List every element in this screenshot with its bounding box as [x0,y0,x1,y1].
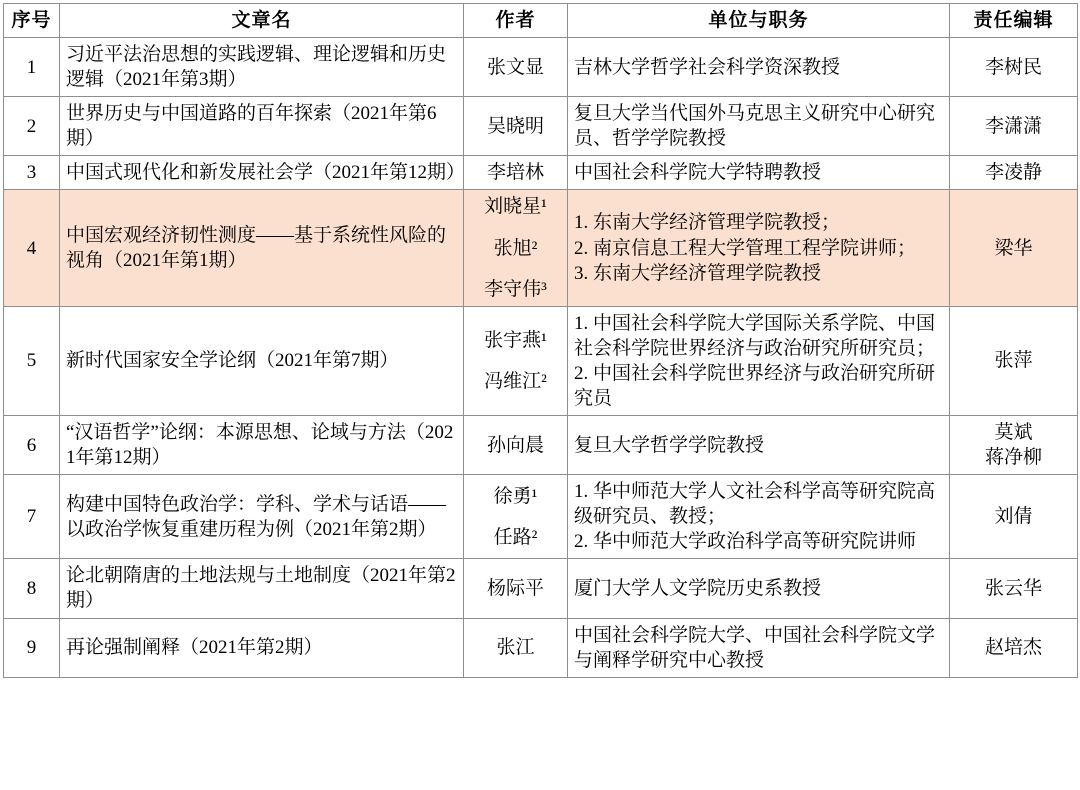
author-name: 张文显 [486,56,544,78]
author-name: 徐勇¹ [493,485,538,507]
column-header-author: 作者 [464,4,568,38]
cell-authors [464,156,568,190]
cell-authors [464,97,568,156]
column-header-unit: 单位与职务 [568,4,950,38]
cell-index: 4 [4,190,60,306]
table-row [4,559,1078,618]
unit-position-line: 2. 中国社会科学院世界经济与政治研究所研究员 [574,362,936,409]
cell-index: 1 [4,38,60,97]
unit-position-line: 吉林大学哲学社会科学资深教授 [574,56,841,78]
unit-position-line: 2. 南京信息工程大学管理工程学院讲师； [574,237,917,259]
editor-name: 赵培杰 [984,637,1042,659]
cell-index: 3 [4,156,60,190]
editor-name: 张萍 [994,350,1033,372]
editor-name: 莫斌 [994,422,1033,444]
author-name: 杨际平 [486,577,544,599]
cell-index: 9 [4,618,60,677]
cell-editor [950,38,1078,97]
cell-article-title: 新时代国家安全学论纲（2021年第7期） [60,306,464,415]
author-name: 刘晓星¹ [484,196,547,218]
document-sheet [0,3,1080,790]
author-name: 任路² [493,526,538,548]
cell-authors [464,475,568,559]
column-header-title: 文章名 [60,4,464,38]
table-head [4,4,1078,38]
author-name: 张宇燕¹ [484,329,547,351]
cell-editor [950,416,1078,475]
table-row [4,97,1078,156]
cell-unit-position [568,416,950,475]
cell-article-title: 世界历史与中国道路的百年探索（2021年第6期） [60,97,464,156]
cell-authors [464,559,568,618]
cell-index: 5 [4,306,60,415]
column-header-editor: 责任编辑 [950,4,1078,38]
unit-position-line: 厦门大学人文学院历史系教授 [574,577,822,599]
cell-editor [950,306,1078,415]
cell-unit-position [568,559,950,618]
cell-index: 2 [4,97,60,156]
table-body [4,38,1078,678]
author-name: 李培林 [486,162,544,184]
cell-editor [950,475,1078,559]
cell-unit-position [568,38,950,97]
editor-name: 蒋净柳 [984,447,1042,469]
table-row [4,618,1078,677]
cell-editor [950,97,1078,156]
cell-editor [950,618,1078,677]
cell-editor [950,190,1078,306]
unit-position-line: 1. 中国社会科学院大学国际关系学院、中国社会科学院世界经济与政治研究所研究员； [574,312,936,359]
cell-article-title: 构建中国特色政治学：学科、学术与话语——以政治学恢复重建历程为例（2021年第2期） [60,475,464,559]
cell-article-title: “汉语哲学”论纲：本源思想、论域与方法（2021年第12期） [60,416,464,475]
editor-name: 李树民 [984,56,1042,78]
articles-table [3,3,1078,678]
cell-article-title: 习近平法治思想的实践逻辑、理论逻辑和历史逻辑（2021年第3期） [60,38,464,97]
cell-editor [950,559,1078,618]
author-name: 张江 [496,637,535,659]
editor-name: 梁华 [994,237,1033,259]
cell-authors [464,190,568,306]
cell-authors [464,618,568,677]
unit-position-line: 1. 华中师范大学人文社会科学高等研究院高级研究员、教授； [574,481,936,528]
cell-article-title: 论北朝隋唐的土地法规与土地制度（2021年第2期） [60,559,464,618]
author-name: 冯维江² [484,370,547,392]
cell-unit-position [568,306,950,415]
table-header-row [4,4,1078,38]
unit-position-line: 3. 东南大学经济管理学院教授 [574,262,822,284]
cell-authors [464,38,568,97]
table-row [4,306,1078,415]
unit-position-line: 2. 华中师范大学政治科学高等研究院讲师 [574,531,917,553]
editor-name: 李凌静 [984,162,1042,184]
table-row [4,38,1078,97]
unit-position-line: 复旦大学哲学学院教授 [574,434,765,456]
table-row [4,475,1078,559]
unit-position-line: 1. 东南大学经济管理学院教授； [574,212,841,234]
cell-unit-position [568,156,950,190]
cell-unit-position [568,618,950,677]
editor-name: 李潇潇 [984,115,1042,137]
column-header-index: 序号 [4,4,60,38]
cell-article-title: 再论强制阐释（2021年第2期） [60,618,464,677]
author-name: 吴晓明 [486,115,544,137]
author-name: 张旭² [493,237,538,259]
cell-authors [464,306,568,415]
cell-editor [950,156,1078,190]
table-row [4,416,1078,475]
cell-article-title: 中国宏观经济韧性测度——基于系统性风险的视角（2021年第1期） [60,190,464,306]
editor-name: 张云华 [984,577,1042,599]
table-row [4,156,1078,190]
cell-unit-position [568,475,950,559]
unit-position-line: 中国社会科学院大学特聘教授 [574,162,822,184]
cell-authors [464,416,568,475]
author-name: 孙向晨 [486,434,544,456]
editor-name: 刘倩 [994,506,1033,528]
cell-index: 7 [4,475,60,559]
cell-index: 8 [4,559,60,618]
cell-index: 6 [4,416,60,475]
unit-position-line: 中国社会科学院大学、中国社会科学院文学与阐释学研究中心教授 [574,624,936,671]
cell-article-title: 中国式现代化和新发展社会学（2021年第12期） [60,156,464,190]
author-name: 李守伟³ [484,278,547,300]
unit-position-line: 复旦大学当代国外马克思主义研究中心研究员、哲学学院教授 [574,103,936,150]
table-row [4,190,1078,306]
cell-unit-position [568,97,950,156]
cell-unit-position [568,190,950,306]
